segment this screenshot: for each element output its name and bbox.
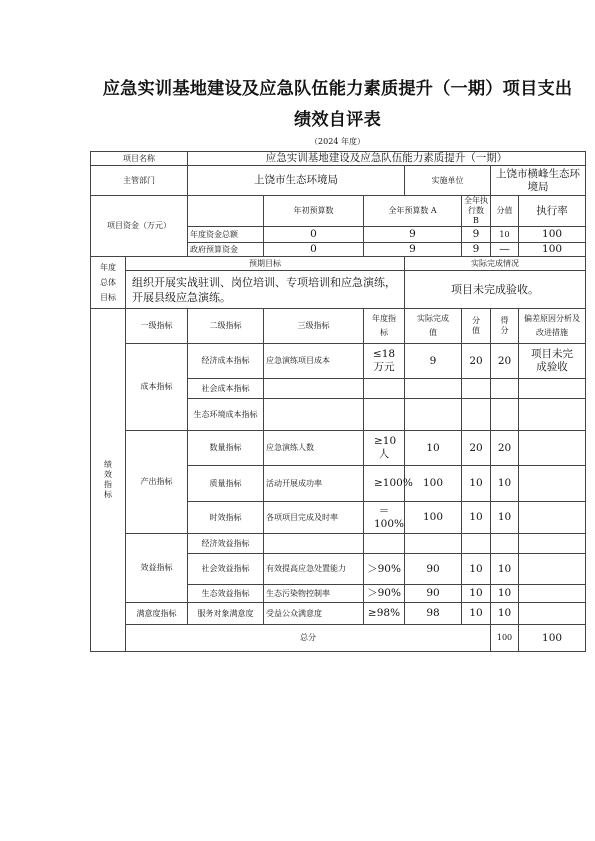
- evaluation-table: [90, 151, 586, 652]
- indicator-score: 20: [491, 431, 519, 466]
- indicator-note: [519, 585, 586, 603]
- funds-row-executed: 9: [462, 227, 491, 243]
- indicator-level3: 活动开展成功率: [264, 466, 364, 502]
- indicator-score: 10: [491, 585, 519, 603]
- satisfaction-level1: 满意度指标: [126, 603, 188, 625]
- indicator-level2: 社会成本指标: [188, 379, 264, 399]
- indicator-actual: 98: [405, 603, 462, 625]
- total-score: 100: [519, 625, 586, 652]
- indicator-level2: 质量指标: [188, 466, 264, 502]
- indicator-value: [462, 399, 491, 431]
- indicator-value: 10: [462, 585, 491, 603]
- report-title-line1: 应急实训基地建设及应急队伍能力素质提升（一期）项目支出: [102, 79, 573, 99]
- project-name-value: 应急实训基地建设及应急队伍能力素质提升（一期）: [188, 152, 586, 166]
- cost-level1: 成本指标: [126, 344, 188, 431]
- report-title-line2: 绩效自评表: [294, 110, 381, 130]
- dept-value: 上饶市生态环境局: [188, 166, 405, 196]
- goals-actual-header: 实际完成情况: [405, 257, 586, 271]
- indicator-row: [91, 534, 586, 554]
- indicator-note: [519, 379, 586, 399]
- funds-row-annual: 9: [364, 243, 462, 257]
- funds-row-name: 政府预算资金: [188, 243, 264, 257]
- indicator-level2: 数量指标: [188, 431, 264, 466]
- indicator-actual: [405, 399, 462, 431]
- funds-row-initial: 0: [264, 243, 364, 257]
- total-value: 100: [491, 625, 519, 652]
- indicator-score: [491, 534, 519, 554]
- indicator-actual: 100: [405, 502, 462, 534]
- report-title: [90, 74, 585, 136]
- funds-row-rate: 100: [519, 243, 586, 257]
- indicator-target: ≥98%: [364, 603, 405, 625]
- indicator-row: [91, 344, 586, 379]
- impl-label: 实施单位: [405, 166, 491, 196]
- goals-actual: 项目未完成验收。: [405, 271, 586, 309]
- indicator-level3: 应急演练人数: [264, 431, 364, 466]
- funds-header-blank: [188, 196, 264, 227]
- indicator-level3: 有效提高应急处置能力: [264, 554, 364, 585]
- benefit-level1: 效益指标: [126, 534, 188, 603]
- goals-expected: 组织开展实战驻训、岗位培训、专项培训和应急演练，开展县级应急演练。: [126, 271, 405, 309]
- indicator-target: [364, 534, 405, 554]
- indicator-level2: 社会效益指标: [188, 554, 264, 585]
- indicator-note: [519, 554, 586, 585]
- indicator-note: [519, 502, 586, 534]
- goals-header-row: [91, 257, 586, 271]
- funds-row-initial: 0: [264, 227, 364, 243]
- indicator-note: [519, 466, 586, 502]
- indicator-score: 20: [491, 344, 519, 379]
- indicators-header-row: [91, 309, 586, 344]
- indicator-note: [519, 431, 586, 466]
- indicator-level2: 生态环境成本指标: [188, 399, 264, 431]
- funds-row-rate: 100: [519, 227, 586, 243]
- indicator-actual: [405, 379, 462, 399]
- indicator-row: [91, 603, 586, 625]
- indicator-target: ＝100%: [364, 502, 405, 534]
- indicator-value: [462, 379, 491, 399]
- indicators-header-note: 偏差原因分析及改进措施: [519, 309, 586, 344]
- total-label: 总分: [126, 625, 491, 652]
- funds-row-score-value: —: [491, 243, 519, 257]
- indicator-target: ≤18万元: [364, 344, 405, 379]
- indicator-value: 10: [462, 554, 491, 585]
- indicator-target: ≥10人: [364, 431, 405, 466]
- indicator-note: [519, 534, 586, 554]
- goals-label: 年度总体目标: [91, 257, 126, 309]
- indicators-header-level1: 一级指标: [126, 309, 188, 344]
- indicator-target: ＞90%: [364, 585, 405, 603]
- indicator-value: 10: [462, 502, 491, 534]
- indicator-level3: 各项项目完成及时率: [264, 502, 364, 534]
- indicator-target: ＞90%: [364, 554, 405, 585]
- indicators-header-score: 得分: [491, 309, 519, 344]
- indicator-score: 10: [491, 502, 519, 534]
- indicator-score: [491, 379, 519, 399]
- indicator-level3: 受益公众满意度: [264, 603, 364, 625]
- indicator-note: [519, 399, 586, 431]
- indicators-header-level3: 三级指标: [264, 309, 364, 344]
- indicator-level2: 时效指标: [188, 502, 264, 534]
- funds-row-name: 年度资金总额: [188, 227, 264, 243]
- project-name-row: [91, 152, 586, 166]
- indicator-target: [364, 399, 405, 431]
- indicators-label-text: 绩效指标: [104, 460, 112, 499]
- indicator-score: [491, 399, 519, 431]
- indicators-header-target: 年度指标: [364, 309, 405, 344]
- impl-value: 上饶市横峰生态环境局: [491, 166, 586, 196]
- indicator-level2: 经济成本指标: [188, 344, 264, 379]
- indicator-actual: 90: [405, 585, 462, 603]
- indicator-actual: [405, 534, 462, 554]
- indicator-value: 10: [462, 466, 491, 502]
- indicators-label: [91, 309, 126, 652]
- dept-label: 主管部门: [91, 166, 188, 196]
- indicator-actual: 10: [405, 431, 462, 466]
- indicator-score: 10: [491, 466, 519, 502]
- indicators-header-level2: 二级指标: [188, 309, 264, 344]
- funds-row-executed: 9: [462, 243, 491, 257]
- funds-header-executed: 全年执行数 B: [462, 196, 491, 227]
- indicator-level2: 生态效益指标: [188, 585, 264, 603]
- indicator-level3: [264, 399, 364, 431]
- indicator-value: 20: [462, 344, 491, 379]
- dept-row: [91, 166, 586, 196]
- funds-row-score-value: 10: [491, 227, 519, 243]
- indicator-level3: 应急演练项目成本: [264, 344, 364, 379]
- indicator-row: [91, 431, 586, 466]
- indicator-score: 10: [491, 603, 519, 625]
- indicator-note: 项目未完成验收: [519, 344, 586, 379]
- indicators-header-actual: 实际完成值: [405, 309, 462, 344]
- indicator-score: 10: [491, 554, 519, 585]
- indicator-actual: 90: [405, 554, 462, 585]
- indicator-level2: 服务对象满意度: [188, 603, 264, 625]
- indicator-actual: 9: [405, 344, 462, 379]
- funds-row-annual: 9: [364, 227, 462, 243]
- indicator-note: [519, 603, 586, 625]
- goals-content-row: [91, 271, 586, 309]
- funds-header-value: 分值: [491, 196, 519, 227]
- indicators-header-value: 分值: [462, 309, 491, 344]
- report-year: （2024 年度）: [310, 137, 365, 146]
- indicator-level3: [264, 534, 364, 554]
- indicator-value: [462, 534, 491, 554]
- funds-label: 项目资金（万元）: [91, 196, 188, 257]
- project-name-label: 项目名称: [91, 152, 188, 166]
- indicator-level2: 经济效益指标: [188, 534, 264, 554]
- indicator-level3: 生态污染物控制率: [264, 585, 364, 603]
- indicator-target: [364, 379, 405, 399]
- output-level1: 产出指标: [126, 431, 188, 534]
- funds-header-rate: 执行率: [519, 196, 586, 227]
- total-row: [91, 625, 586, 652]
- indicator-value: 20: [462, 431, 491, 466]
- indicator-level3: [264, 379, 364, 399]
- funds-header-initial: 年初预算数: [264, 196, 364, 227]
- indicator-value: 10: [462, 603, 491, 625]
- funds-header-row: [91, 196, 586, 227]
- goals-expected-header: 预期目标: [126, 257, 405, 271]
- funds-header-annual: 全年预算数 A: [364, 196, 462, 227]
- indicator-target: ≥100%: [364, 466, 405, 502]
- indicator-actual: 100: [405, 466, 462, 502]
